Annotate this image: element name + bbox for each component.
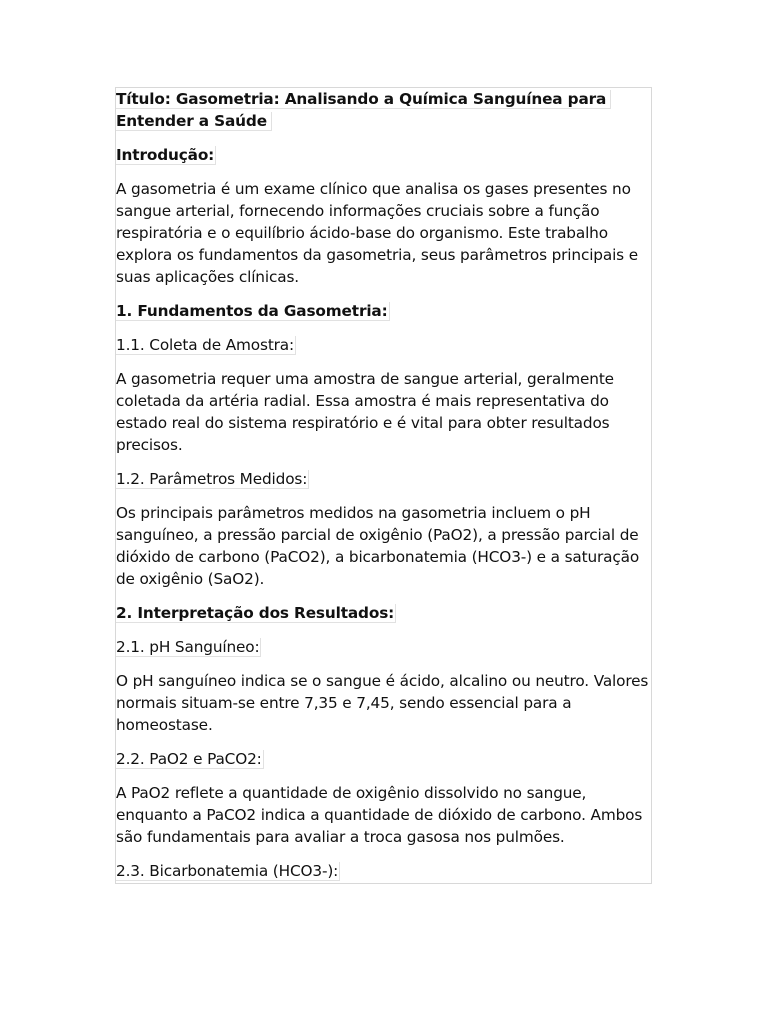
heading-interpretacao-text: 2. Interpretação dos Resultados: xyxy=(116,604,395,622)
heading-fundamentos xyxy=(116,300,652,322)
subheading-ph xyxy=(116,636,652,658)
subheading-ph-text: 2.1. pH Sanguíneo: xyxy=(116,638,260,656)
paragraph-pao2-paco2: A PaO2 reflete a quantidade de oxigênio dissolvido no sangue, enquanto a PaCO2 indica a quantidade de dióxido de carbono. Ambos são fundamentais para avaliar a troca gasosa nos pulmões. xyxy=(116,784,643,846)
subheading-parametros-text: 1.2. Parâmetros Medidos: xyxy=(116,470,308,488)
document-title: Título: Gasometria: Analisando a Química Sanguínea para Entender a Saúde xyxy=(116,90,611,131)
subheading-bicarbonatemia-text: 2.3. Bicarbonatemia (HCO3-): xyxy=(116,862,339,880)
heading-fundamentos-text: 1. Fundamentos da Gasometria: xyxy=(116,302,388,320)
paragraph-parametros: Os principais parâmetros medidos na gasometria incluem o pH sanguíneo, a pressão parcial de oxigênio (PaO2), a pressão parcial de dióxido de carbono (PaCO2), a bicarbonatemia (HCO3-) e a saturação de oxigênio (SaO2). xyxy=(116,504,640,588)
title-block xyxy=(116,88,652,132)
subheading-pao2-paco2-text: 2.2. PaO2 e PaCO2: xyxy=(116,750,262,768)
heading-introduction xyxy=(116,144,652,166)
paragraph-ph: O pH sanguíneo indica se o sangue é ácido, alcalino ou neutro. Valores normais situam-se entre 7,35 e 7,45, sendo essencial para a homeostase. xyxy=(116,672,649,734)
subheading-pao2-paco2 xyxy=(116,748,652,770)
paragraph-coleta: A gasometria requer uma amostra de sangue arterial, geralmente coletada da artéria radial. Essa amostra é mais representativa do estado real do sistema respiratório e é vital para obter resultados precisos. xyxy=(116,370,614,454)
subheading-parametros xyxy=(116,468,652,490)
paragraph-introduction: A gasometria é um exame clínico que analisa os gases presentes no sangue arterial, fornecendo informações cruciais sobre a função respiratória e o equilíbrio ácido-base do organismo. Este trabalho explora os fundamentos da gasometria, seus parâmetros principais e suas aplicações clínicas. xyxy=(116,180,638,286)
document-content xyxy=(116,88,652,894)
heading-interpretacao xyxy=(116,602,652,624)
subheading-coleta-text: 1.1. Coleta de Amostra: xyxy=(116,336,295,354)
subheading-coleta xyxy=(116,334,652,356)
heading-introduction-text: Introdução: xyxy=(116,146,215,164)
subheading-bicarbonatemia xyxy=(116,860,652,882)
